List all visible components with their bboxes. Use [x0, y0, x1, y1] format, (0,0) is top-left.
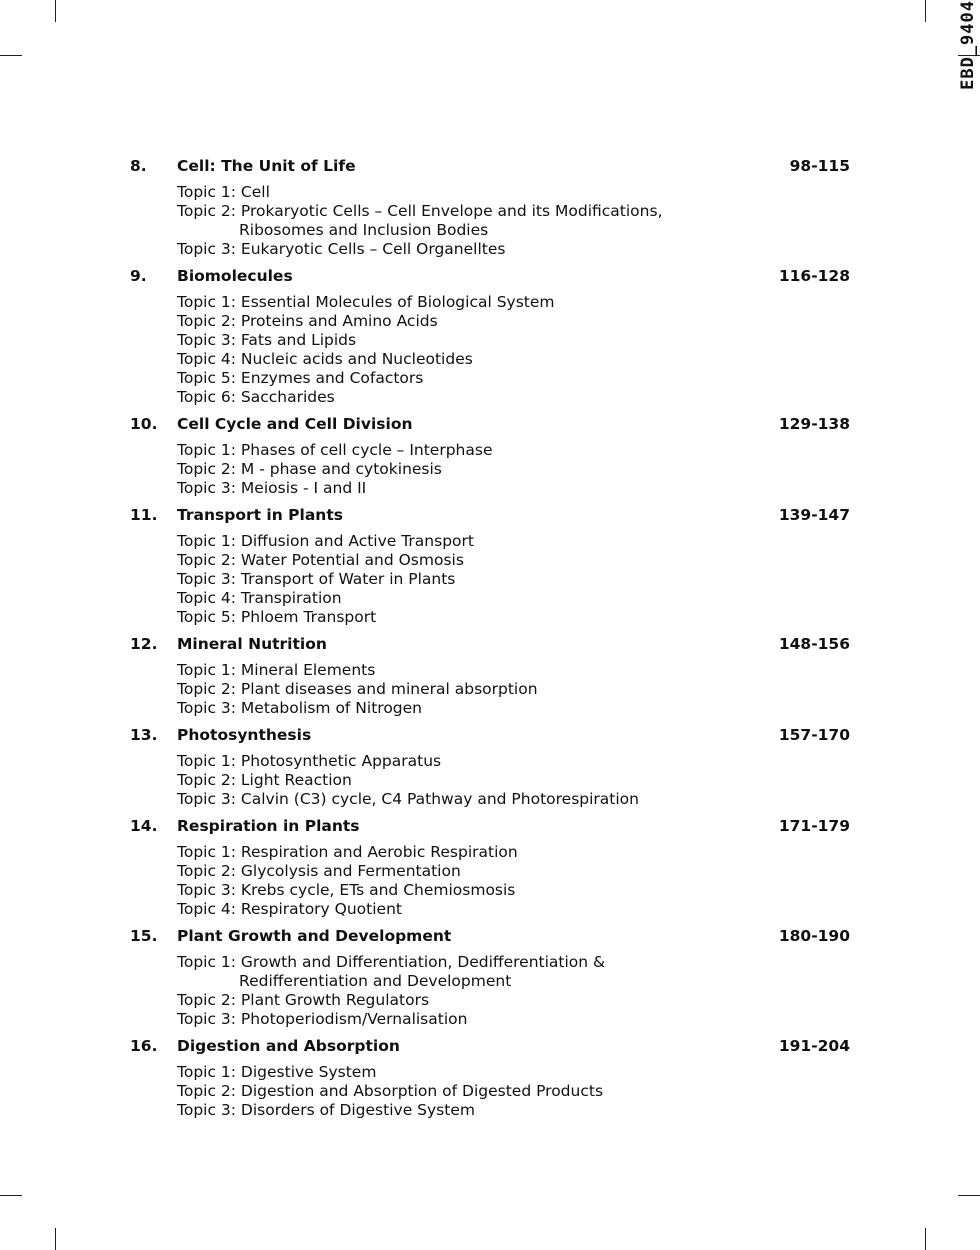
topic-list [130, 843, 850, 919]
topic-item: Topic 1: Phases of cell cycle – Interphase [177, 441, 493, 459]
topic-item: Topic 3: Metabolism of Nitrogen [177, 699, 423, 717]
chapter-number: 16. [130, 1037, 158, 1055]
topic-item: Redifferentiation and Development [239, 972, 512, 990]
topic-item: Topic 4: Respiratory Quotient [177, 900, 402, 918]
chapter-title: Mineral Nutrition [177, 635, 327, 653]
topic-item: Topic 5: Phloem Transport [177, 608, 377, 626]
chapter-heading [130, 415, 850, 434]
chapter-number: 14. [130, 817, 158, 835]
chapter-pages: 139-147 [778, 506, 850, 524]
topic-item: Topic 1: Mineral Elements [177, 661, 376, 679]
chapter-title: Cell Cycle and Cell Division [177, 415, 413, 433]
chapter-heading [130, 635, 850, 654]
topic-item: Topic 2: Digestion and Absorption of Digested Products [177, 1082, 604, 1100]
chapter-title: Digestion and Absorption [177, 1037, 400, 1055]
topic-item: Topic 3: Fats and Lipids [177, 331, 357, 349]
chapter-pages: 171-179 [778, 817, 850, 835]
chapter-title: Photosynthesis [177, 726, 312, 744]
crop-mark [925, 0, 926, 22]
chapter-entry [130, 726, 850, 809]
topic-list [130, 532, 850, 627]
chapter-entry [130, 927, 850, 1029]
topic-item: Topic 1: Essential Molecules of Biological System [177, 293, 555, 311]
page-code: EBD_9404 [958, 0, 978, 90]
topic-item: Topic 2: Proteins and Amino Acids [177, 312, 438, 330]
topic-item: Ribosomes and Inclusion Bodies [239, 221, 489, 239]
topic-item: Topic 2: M - phase and cytokinesis [177, 460, 442, 478]
chapter-number: 9. [130, 267, 147, 285]
chapter-pages: 148-156 [778, 635, 850, 653]
chapter-pages: 98-115 [789, 157, 850, 175]
chapter-title: Respiration in Plants [177, 817, 360, 835]
chapter-entry [130, 817, 850, 919]
chapter-pages: 157-170 [778, 726, 850, 744]
chapter-heading [130, 726, 850, 745]
chapter-title: Plant Growth and Development [177, 927, 452, 945]
chapter-pages: 116-128 [778, 267, 850, 285]
topic-item: Topic 2: Plant diseases and mineral absorption [177, 680, 538, 698]
chapter-heading [130, 817, 850, 836]
topic-item: Topic 3: Transport of Water in Plants [177, 570, 456, 588]
topic-item: Topic 3: Photoperiodism/Vernalisation [177, 1010, 468, 1028]
chapter-number: 8. [130, 157, 147, 175]
chapter-number: 10. [130, 415, 158, 433]
crop-mark [55, 0, 56, 22]
topic-item: Topic 1: Respiration and Aerobic Respiration [177, 843, 518, 861]
table-of-contents [130, 157, 850, 1128]
crop-mark [925, 1228, 926, 1250]
chapter-entry [130, 267, 850, 407]
chapter-heading [130, 157, 850, 176]
topic-item: Topic 6: Saccharides [177, 388, 335, 406]
chapter-heading [130, 1037, 850, 1056]
topic-item: Topic 1: Cell [177, 183, 270, 201]
topic-item: Topic 1: Photosynthetic Apparatus [177, 752, 442, 770]
topic-item: Topic 3: Krebs cycle, ETs and Chemiosmosis [177, 881, 516, 899]
topic-item: Topic 2: Glycolysis and Fermentation [177, 862, 461, 880]
chapter-title: Transport in Plants [177, 506, 343, 524]
topic-item: Topic 1: Diffusion and Active Transport [177, 532, 474, 550]
chapter-title: Biomolecules [177, 267, 293, 285]
chapter-entry [130, 506, 850, 627]
topic-item: Topic 3: Calvin (C3) cycle, C4 Pathway and Photorespiration [177, 790, 639, 808]
topic-item: Topic 3: Eukaryotic Cells – Cell Organelltes [177, 240, 506, 258]
topic-item: Topic 4: Nucleic acids and Nucleotides [177, 350, 473, 368]
topic-item: Topic 1: Growth and Differentiation, Dedifferentiation & [177, 953, 606, 971]
crop-mark [0, 1195, 22, 1196]
topic-item: Topic 2: Light Reaction [177, 771, 352, 789]
crop-mark [958, 1195, 980, 1196]
chapter-heading [130, 927, 850, 946]
topic-item: Topic 3: Meiosis - I and II [177, 479, 367, 497]
chapter-number: 15. [130, 927, 158, 945]
chapter-pages: 129-138 [778, 415, 850, 433]
chapter-entry [130, 635, 850, 718]
topic-list [130, 752, 850, 809]
crop-mark [0, 55, 22, 56]
chapter-heading [130, 267, 850, 286]
chapter-number: 13. [130, 726, 158, 744]
topic-list [130, 183, 850, 259]
chapter-entry [130, 415, 850, 498]
chapter-heading [130, 506, 850, 525]
chapter-entry [130, 1037, 850, 1120]
crop-mark [55, 1228, 56, 1250]
topic-item: Topic 2: Plant Growth Regulators [177, 991, 430, 1009]
topic-list [130, 293, 850, 407]
chapter-title: Cell: The Unit of Life [177, 157, 356, 175]
topic-item: Topic 2: Prokaryotic Cells – Cell Envelope and its Modifications, [177, 202, 663, 220]
chapter-pages: 180-190 [778, 927, 850, 945]
topic-list [130, 1063, 850, 1120]
topic-list [130, 441, 850, 498]
topic-list [130, 953, 850, 1029]
chapter-number: 11. [130, 506, 158, 524]
chapter-entry [130, 157, 850, 259]
chapter-number: 12. [130, 635, 158, 653]
chapter-pages: 191-204 [778, 1037, 850, 1055]
topic-item: Topic 2: Water Potential and Osmosis [177, 551, 464, 569]
topic-list [130, 661, 850, 718]
topic-item: Topic 4: Transpiration [177, 589, 342, 607]
topic-item: Topic 1: Digestive System [177, 1063, 377, 1081]
topic-item: Topic 3: Disorders of Digestive System [177, 1101, 475, 1119]
topic-item: Topic 5: Enzymes and Cofactors [177, 369, 424, 387]
